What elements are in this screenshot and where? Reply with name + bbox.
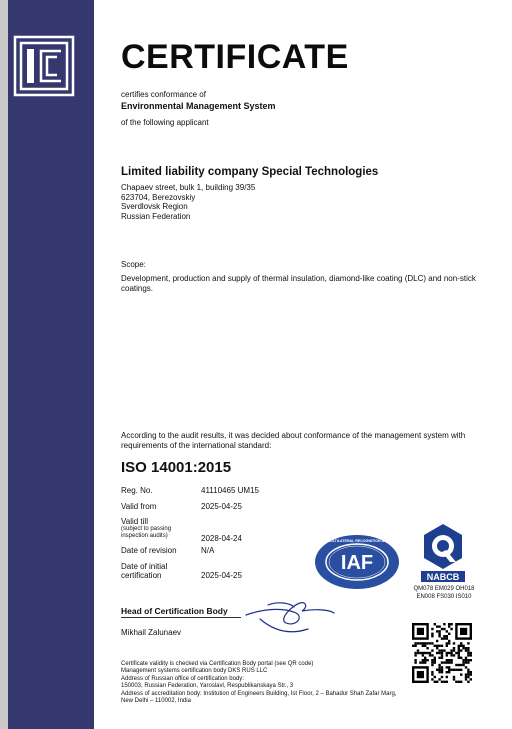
initial-cert-row: [121, 562, 242, 580]
signer-name: Mikhail Zalunaev: [121, 628, 182, 637]
valid-till-label: Valid till: [121, 517, 148, 526]
iaf-mla-logo: [304, 533, 410, 591]
sidebar-band: [8, 0, 94, 729]
codes-line: QM078 EM029 OH018: [413, 586, 475, 592]
footer-line: 150003, Russian Federation, Yaroslavl, Respublikanskaya Str., 3: [121, 683, 294, 690]
accreditation-codes: [408, 586, 480, 601]
valid-from-row: [121, 502, 242, 511]
revision-value: N/A: [201, 546, 215, 555]
reg-row: [121, 486, 259, 495]
applicant-address: [121, 183, 255, 221]
signature-heading: Head of Certification Body: [121, 606, 228, 616]
nabcb-logo: [418, 522, 468, 584]
footer-line: New Delhi – 110002, India: [121, 698, 191, 705]
footer-notes: [121, 661, 491, 705]
audit-statement: According to the audit results, it was decided about conformance of the management system with requirements of the international standard:: [121, 431, 466, 450]
codes-line: EN008 FS030 IS010: [416, 593, 472, 600]
revision-row: [121, 546, 215, 555]
scope-label: Scope:: [121, 260, 146, 269]
footer-line: Certificate validity is checked via Certification Body portal (see QR code): [121, 661, 314, 667]
revision-label: Date of revision: [121, 546, 177, 555]
valid-till-note: (subject to passing: [121, 526, 172, 532]
applicant-intro: of the following applicant: [121, 118, 209, 127]
applicant-name: Limited liability company Special Technologies: [121, 166, 379, 178]
signature-line: [121, 617, 241, 618]
handwritten-signature: [238, 597, 338, 639]
valid-from-value: 2025-04-25: [201, 502, 242, 511]
reg-label: Reg. No.: [121, 486, 153, 495]
initial-cert-value: 2025-04-25: [201, 571, 242, 580]
intro-line: certifies conformance of: [121, 90, 206, 99]
valid-till-row: [121, 517, 242, 543]
footer-line: Address of accreditation body: Institution of Engineers Building, Ist Floor, 2 – Bahadur Shah Zafar Marg,: [121, 690, 397, 697]
left-gray-strip: [0, 0, 8, 729]
standard-name: ISO 14001:2015: [121, 459, 232, 476]
nabcb-label: NABCB: [426, 572, 460, 582]
address-line: 623704, Berezovskiy: [121, 192, 196, 202]
address-line: Chapaev street, bulk 1, building 39/35: [121, 183, 256, 192]
address-line: Russian Federation: [121, 211, 191, 221]
scope-text: Development, production and supply of thermal insulation, diamond-like coating (DLC) and non-stick coatings.: [121, 274, 476, 293]
initial-cert-label: certification: [121, 571, 162, 580]
certification-body-logo: [13, 35, 75, 97]
valid-till-note: inspection audits): [121, 532, 168, 539]
valid-from-label: Valid from: [121, 502, 157, 511]
initial-cert-label: Date of initial: [121, 562, 168, 571]
address-line: Sverdlovsk Region: [121, 202, 188, 211]
system-type: Environmental Management System: [121, 101, 276, 111]
iaf-letters: IAF: [340, 552, 374, 574]
footer-line: Management systems certification body DKS RUS LLC: [121, 668, 268, 675]
footer-line: Address of Russian office of certification body:: [121, 675, 244, 682]
iaf-ring-text: MEMBER OF MULTILATERAL RECOGNITION ARRANGEMENT: [304, 539, 410, 543]
valid-till-value: 2028-04-24: [201, 534, 242, 543]
reg-value: 41110465 UM15: [201, 486, 259, 495]
certificate-title: CERTIFICATE: [121, 38, 349, 76]
